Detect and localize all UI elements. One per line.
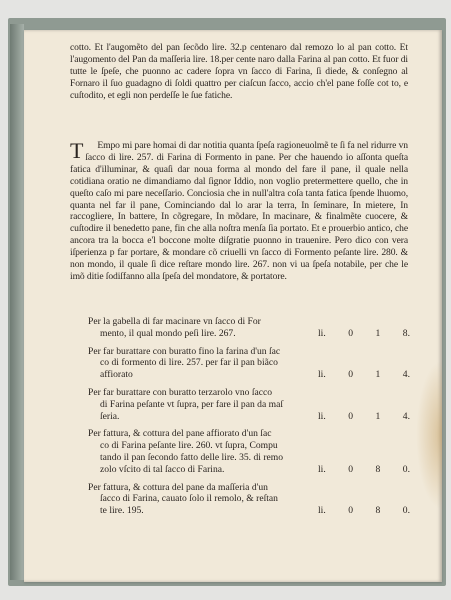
amount-soldi: 1: [375, 369, 381, 381]
entry-amount: [318, 464, 410, 476]
entry-line: co di Farina peſante lire. 260. vt ſupra, Compu: [100, 440, 278, 452]
amount-denari: 4.: [402, 369, 410, 381]
entry-amount: [318, 505, 410, 517]
entry-amount: [318, 369, 410, 381]
entry-line: te lire. 195.: [100, 505, 144, 517]
expense-entry: [88, 482, 410, 517]
entry-line: zolo vſcito di tal ſacco di Farina.: [100, 463, 225, 475]
amount-lire: 0: [348, 369, 354, 381]
entry-line: Per far burattare con buratto terzarolo vno ſacco: [88, 386, 273, 398]
drop-cap-letter: T: [70, 138, 84, 163]
amount-soldi: 8: [375, 463, 381, 475]
currency-label: li.: [318, 327, 326, 339]
main-paragraph-text: Empo mi pare homai di dar notitia quanta ſpeſa ragioneuolmẽ te ſi fa nel ridurre vn ſacco di lire. 257. di Farina di Formento in pane. Per che hauendo io aſſonta queſta fatica d'illuminar, & quaſi dar noua forma al mondo del fare il pane, il quale nella cotidiana oratio ne dimandiamo dal ſignor Iddio, non voglio pretermettere quello, che in queſto caſo mi pare neceſſario. Conciosia che in null'altra coſa tanta fatica ſpende lhuomo, quanta nel far il pane, Cominciando dal lo arar la terra, In ſeminare, In mietere, In raccogliere, In battere, In cõgregare, In mõdare, In macinare, & finalmẽte cuocere, & cuſtodire il benedetto pane, fin che alla noſtra menſa ſia portato. Et e prouerbio antico, che ancora tra la bocca e'l boccone molte diſgratie puonno in trauenire. Pero dico con vera iſperienza p far portare, & mondare cõ criuelli vn ſacco di Formento peſante lire. 280. & non mondo, il quale ſi dice reſtare mondo lire. 267. non vi ua ſpeſa notabile, per che le imõ ditie ſodiſfanno alla ſpeſa del mondatore, & portatore.: [70, 140, 408, 282]
book-spine-edge: [10, 24, 24, 580]
top-paragraph: cotto. Et l'augomẽto del pan ſecõdo lire. 32.p centenaro dal remozo lo al pan cotto. Et l'augomento del Pan da maſſeria lire. 18.per cente naro dalla Farina al pan cotto. Et fuor di tutte le ſpeſe, che puonno ac cadere ſopra vn ſacco di Farina, ſi diede, & conſegno al Fornaro il ſuo guadagno di ſoldi quattro per ciaſcun ſacco, accio ch'el pane foſſe cot to, e cuſtodito, et egli non perdeſſe le ſue fatiche.: [70, 42, 408, 101]
amount-denari: 0.: [402, 505, 410, 517]
amount-lire: 0: [348, 327, 354, 339]
expense-list: [88, 316, 410, 523]
entry-line: affiorato: [100, 369, 133, 381]
entry-amount: [318, 411, 410, 423]
entry-line: co di formento di lire. 257. per far il pan biãco: [100, 357, 278, 369]
paper-stain: [416, 360, 442, 510]
amount-lire: 0: [348, 505, 354, 517]
amount-denari: 4.: [402, 410, 410, 422]
entry-line: Per fattura, & cottura del pane da maſſeria d'un: [88, 481, 268, 493]
currency-label: li.: [318, 463, 326, 475]
entry-line: ſacco di Farina, cauato ſolo il remolo, & reſtan: [100, 493, 278, 505]
entry-line: Per far burattare con buratto fino la farina d'un ſac: [88, 345, 281, 357]
amount-soldi: 8: [375, 505, 381, 517]
amount-soldi: 1: [375, 410, 381, 422]
entry-line: Per fattura, & cottura del pane affiorato d'un ſac: [88, 428, 272, 440]
amount-soldi: 1: [375, 327, 381, 339]
currency-label: li.: [318, 505, 326, 517]
amount-lire: 0: [348, 410, 354, 422]
amount-lire: 0: [348, 463, 354, 475]
entry-line: ſeria.: [100, 410, 120, 422]
entry-line: di Farina peſante vt ſupra, per fare il pan da maſ: [100, 398, 284, 410]
expense-entry: [88, 387, 410, 422]
expense-entry: [88, 428, 410, 475]
amount-denari: 8.: [402, 327, 410, 339]
currency-label: li.: [318, 410, 326, 422]
entry-line: mento, il qual mondo peſi lire. 267.: [100, 327, 236, 339]
main-paragraph: [70, 140, 408, 283]
entry-line: tando il pan ſecondo fatto delle lire. 35. di remo: [100, 451, 284, 463]
expense-entry: [88, 346, 410, 381]
expense-entry: [88, 316, 410, 340]
currency-label: li.: [318, 369, 326, 381]
entry-amount: [318, 328, 410, 340]
entry-line: Per la gabella di far macinare vn ſacco di For: [88, 316, 261, 327]
amount-denari: 0.: [402, 463, 410, 475]
